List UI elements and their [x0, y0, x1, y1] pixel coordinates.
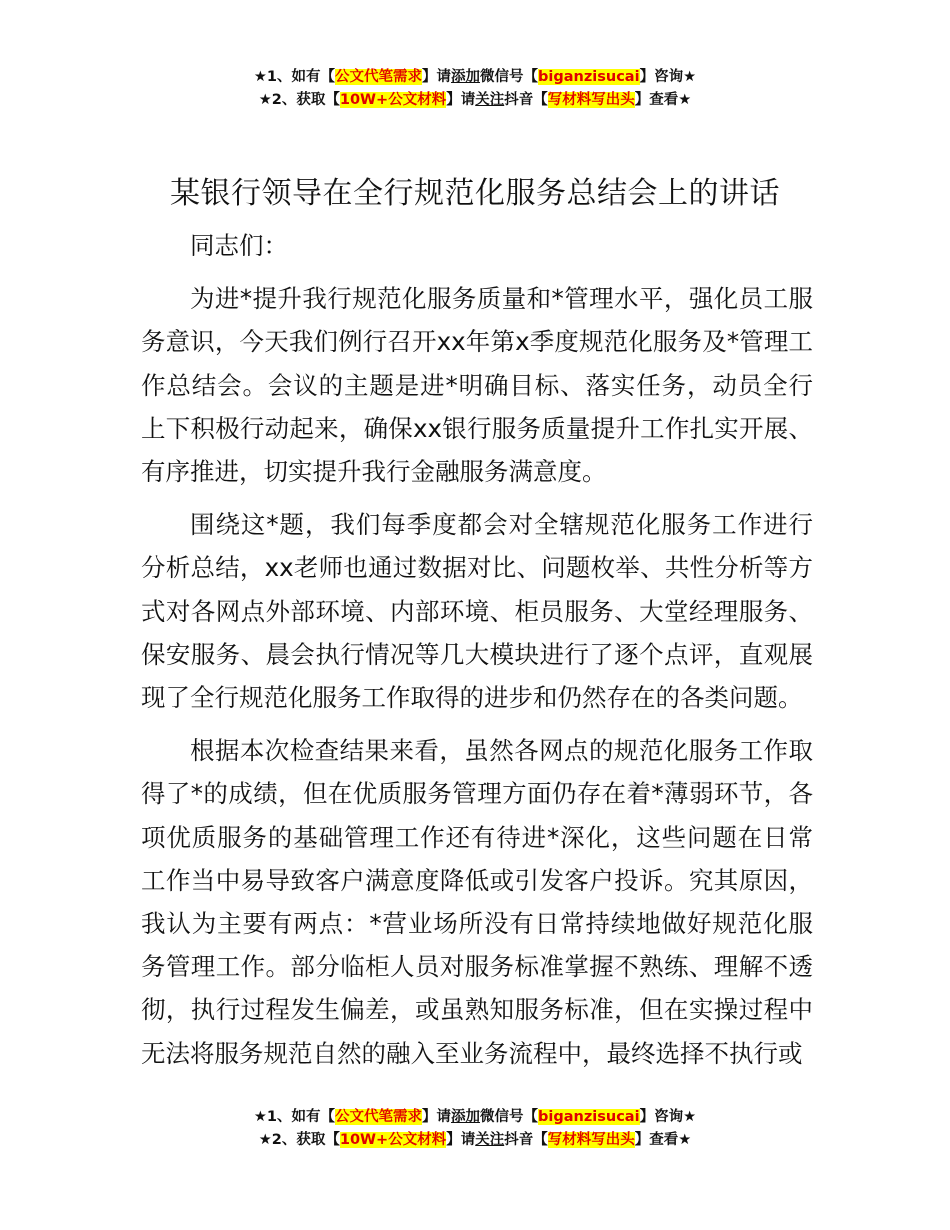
document-title: 某银行领导在全行规范化服务总结会上的讲话 [170, 176, 780, 211]
paragraph-2: 围绕这*题，我们每季度都会对全辖规范化服务工作进行分析总结，xx老师也通过数据对比、问题枚举、共性分析等方式对各网点外部环境、内部环境、柜员服务、大堂经理服务、保安服务、晨会执行情况等几大模块进行了逐个点评，直观展现了全行规范化服务工作取得的进步和仍然存在的各类问题。 [141, 510, 813, 713]
paragraph-1: 为进*提升我行规范化服务质量和*管理水平，强化员工服务意识，今天我们例行召开xx年第x季度规范化服务及*管理工作总结会。会议的主题是进*明确目标、落实任务，动员全行上下积极行动起来，确保xx银行服务质量提升工作扎实开展、有序推进，切实提升我行金融服务满意度。 [141, 284, 813, 487]
document-body [141, 224, 813, 1075]
banner-line-2: ★2、获取【10W+公文材料】请关注抖音【写材料写出头】查看★ [258, 1132, 692, 1148]
highlight-materials: 10W+公文材料 [339, 92, 447, 108]
banner-line-1: ★1、如有【公文代笔需求】请添加微信号【biganzisucai】咨询★ [253, 1109, 697, 1125]
highlight-service: 公文代笔需求 [335, 1109, 423, 1125]
highlight-douyin: 写材料写出头 [547, 1132, 635, 1148]
paragraph-3: 根据本次检查结果来看，虽然各网点的规范化服务工作取得了*的成绩，但在优质服务管理方面仍存在着*薄弱环节，各项优质服务的基础管理工作还有待进*深化，这些问题在日常工作当中易导致客户满意度降低或引发客户投诉。究其原因，我认为主要有两点：*营业场所没有日常持续地做好规范化服务管理工作。部分临柜人员对服务标准掌握不熟练、理解不透彻，执行过程发生偏差，或虽熟知服务标准，但在实操过程中无法将服务规范自然的融入至业务流程中，最终选择不执行或 [141, 736, 813, 1068]
highlight-materials: 10W+公文材料 [339, 1132, 447, 1148]
highlight-douyin: 写材料写出头 [547, 92, 635, 108]
header-banner [0, 66, 950, 112]
highlight-wechat-id: biganzisucai [538, 69, 640, 85]
footer-banner [0, 1106, 950, 1152]
highlight-service: 公文代笔需求 [335, 69, 423, 85]
banner-line-1: ★1、如有【公文代笔需求】请添加微信号【biganzisucai】咨询★ [253, 69, 697, 85]
banner-line-2: ★2、获取【10W+公文材料】请关注抖音【写材料写出头】查看★ [258, 92, 692, 108]
salutation: 同志们： [190, 231, 288, 260]
highlight-wechat-id: biganzisucai [538, 1109, 640, 1125]
